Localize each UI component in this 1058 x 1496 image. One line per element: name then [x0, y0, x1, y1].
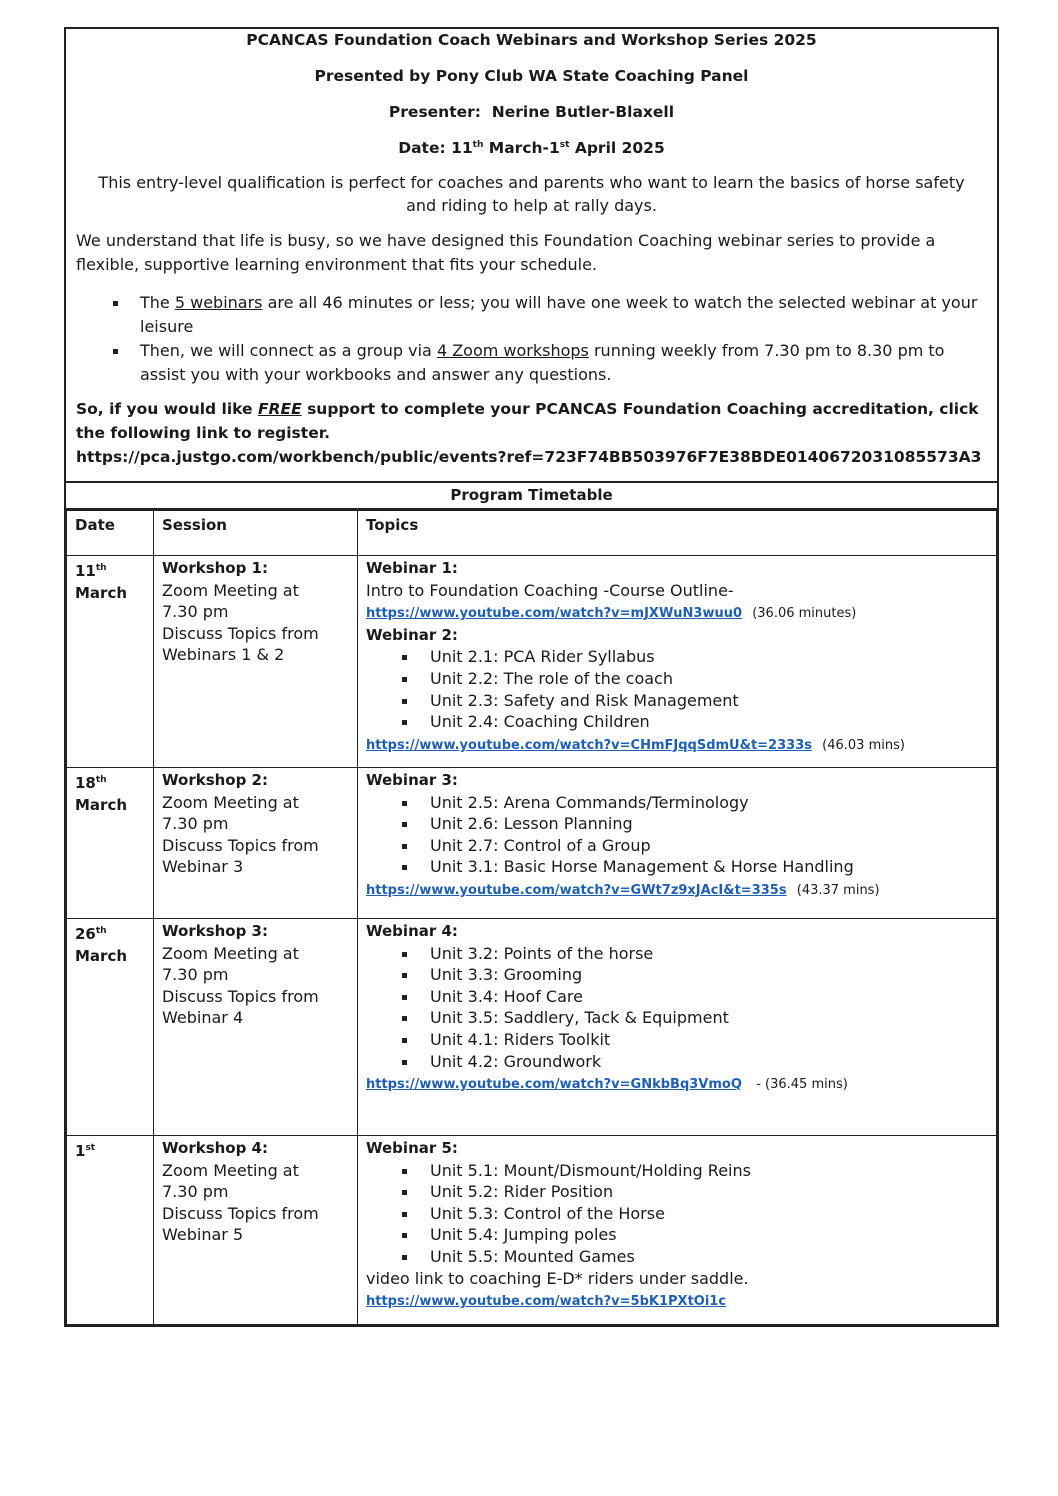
- bullet-square-icon: [402, 699, 407, 704]
- col-session-header: Session: [154, 511, 358, 556]
- date-line: [76, 139, 987, 157]
- webinar-title: Webinar 1:: [366, 559, 458, 577]
- date-cell: [67, 556, 154, 768]
- bullet-square-icon: [402, 1060, 407, 1065]
- unit-label: Unit 5.4: Jumping poles: [430, 1225, 617, 1245]
- unit-label: Unit 2.4: Coaching Children: [430, 712, 650, 732]
- date-start-day: 11: [451, 139, 473, 157]
- list-item: [430, 646, 990, 668]
- bullet-square-icon: [402, 995, 407, 1000]
- webinars-link[interactable]: 5 webinars: [174, 293, 263, 312]
- list-item: [430, 856, 990, 878]
- list-item: [430, 1007, 990, 1029]
- date-month: March: [75, 946, 128, 965]
- youtube-link[interactable]: https://www.youtube.com/watch?v=5bK1PXtOi1c: [366, 1294, 727, 1310]
- workshop-title: Workshop 2:: [162, 771, 268, 789]
- list-item: [430, 813, 990, 835]
- list-item: [430, 711, 990, 733]
- video-link-line: [366, 1072, 990, 1096]
- register-text: support to complete your PCANCAS Foundation Coaching accreditation, click the following link to register.: [76, 400, 979, 442]
- date-value: [75, 1138, 147, 1163]
- unit-list: [366, 1160, 990, 1268]
- date-suffix: th: [95, 563, 107, 573]
- session-cell: [154, 919, 358, 1136]
- session-line: Discuss Topics from: [162, 1203, 319, 1223]
- presented-by: Presented by Pony Club WA State Coaching Panel: [314, 67, 749, 85]
- video-link-line: [366, 601, 990, 625]
- unit-label: Unit 2.6: Lesson Planning: [430, 814, 633, 834]
- bullet-square-icon: [402, 865, 407, 870]
- date-suffix: th: [95, 926, 107, 936]
- info-bullets: [76, 291, 987, 387]
- table-row: [67, 919, 997, 1136]
- date-day: 11: [75, 562, 96, 580]
- unit-label: Unit 3.4: Hoof Care: [430, 986, 583, 1006]
- unit-list: [366, 646, 990, 732]
- unit-label: Unit 3.5: Saddlery, Tack & Equipment: [430, 1008, 729, 1028]
- session-cell: [154, 1136, 358, 1325]
- unit-label: Unit 2.7: Control of a Group: [430, 835, 651, 855]
- youtube-link[interactable]: https://www.youtube.com/watch?v=mJXWuN3wuu0: [366, 606, 743, 622]
- webinar-title: Webinar 2:: [366, 625, 458, 644]
- timetable-table: [66, 510, 997, 1325]
- unit-label: Unit 3.3: Grooming: [430, 965, 583, 985]
- list-item: [430, 835, 990, 857]
- date-day: 26: [75, 925, 96, 943]
- date-day: 18: [75, 774, 96, 792]
- bullet-text: running weekly from 7.30 pm to 8.30 pm to assist you with your workbooks and answer any questions.: [140, 341, 945, 384]
- register-block: [76, 397, 987, 469]
- list-item: [430, 690, 990, 712]
- bullet-square-icon: [402, 1212, 407, 1217]
- webinar-description: Intro to Foundation Coaching -Course Outline-: [366, 580, 734, 600]
- bullet-square-icon: [402, 844, 407, 849]
- bullet-square-icon: [402, 1233, 407, 1238]
- bullet-square-icon: [402, 720, 407, 725]
- session-line: Zoom Meeting at: [162, 580, 299, 600]
- session-line: Webinar 4: [162, 1008, 244, 1028]
- session-line: 7.30 pm: [162, 1182, 229, 1202]
- bullet-square-icon: [402, 1016, 407, 1021]
- unit-label: Unit 3.2: Points of the horse: [430, 943, 654, 963]
- date-month: March: [75, 583, 128, 602]
- date-cell: [67, 919, 154, 1136]
- list-item: [430, 943, 990, 965]
- bullet-text: are all 46 minutes or less; you will have one week to watch the selected webinar at your leisure: [140, 293, 978, 336]
- webinar-title: Webinar 3:: [366, 771, 458, 789]
- topics-cell: [358, 1136, 997, 1325]
- youtube-link[interactable]: https://www.youtube.com/watch?v=CHmFJqqSdmU&t=2333s: [366, 737, 812, 753]
- bullet-square-icon: [402, 952, 407, 957]
- session-line: 7.30 pm: [162, 965, 229, 985]
- bullet-square-icon: [402, 677, 407, 682]
- unit-label: Unit 2.2: The role of the coach: [430, 668, 673, 688]
- session-line: Webinar 3: [162, 857, 244, 877]
- list-item: [430, 1203, 990, 1225]
- date-end-suffix: st: [559, 139, 570, 150]
- presenter-label: Presenter:: [388, 103, 481, 121]
- bullet-square-icon: [113, 349, 118, 354]
- list-item: [430, 792, 990, 814]
- date-end-rest: April 2025: [574, 139, 665, 157]
- bullet-square-icon: [402, 655, 407, 660]
- list-item: [430, 964, 990, 986]
- bullet-text: Then, we will connect as a group via: [140, 341, 437, 360]
- workshops-link[interactable]: 4 Zoom workshops: [436, 341, 589, 360]
- session-line: 7.30 pm: [162, 602, 229, 622]
- date-month: March: [75, 795, 128, 814]
- date-value: [75, 921, 147, 946]
- register-url[interactable]: https://pca.justgo.com/workbench/public/events?ref=723F74BB503976F7E38BDE0140672031085573A3: [76, 448, 982, 466]
- date-value: [75, 770, 147, 795]
- workshop-title: Workshop 4:: [162, 1139, 268, 1157]
- bullet-square-icon: [402, 973, 407, 978]
- date-cell: [67, 768, 154, 919]
- session-line: 7.30 pm: [162, 814, 229, 834]
- video-note: video link to coaching E-D* riders under saddle.: [366, 1268, 749, 1288]
- date-suffix: th: [95, 775, 107, 785]
- unit-label: Unit 5.3: Control of the Horse: [430, 1203, 665, 1223]
- unit-label: Unit 4.2: Groundwork: [430, 1051, 602, 1071]
- youtube-link[interactable]: https://www.youtube.com/watch?v=GNkbBq3VmoQ: [366, 1077, 742, 1093]
- topics-cell: [358, 556, 997, 768]
- unit-label: Unit 2.3: Safety and Risk Management: [430, 690, 739, 710]
- intro-text: This entry-level qualification is perfect for coaches and parents who want to learn the basics of horse safety and riding to help at rally days.: [98, 173, 965, 215]
- list-item: [430, 1181, 990, 1203]
- list-item: [430, 1051, 990, 1073]
- video-link-line: [366, 1289, 990, 1313]
- bullet-square-icon: [113, 301, 118, 306]
- bullet-workshops: [140, 339, 987, 387]
- duration-label: (46.03 mins): [822, 737, 905, 753]
- youtube-link[interactable]: https://www.youtube.com/watch?v=GWt7z9xJAcI&t=335s: [366, 882, 787, 898]
- table-header-row: [67, 511, 997, 556]
- timetable-title: Program Timetable: [66, 483, 997, 510]
- session-line: Discuss Topics from: [162, 986, 319, 1006]
- workshop-title: Workshop 3:: [162, 922, 268, 940]
- webinar-title: Webinar 5:: [366, 1139, 458, 1157]
- presenter-name: Nerine Butler-Blaxell: [491, 103, 675, 121]
- unit-label: Unit 2.1: PCA Rider Syllabus: [430, 647, 655, 667]
- list-item: [430, 1029, 990, 1051]
- header-section: [66, 29, 997, 477]
- series-title: PCANCAS Foundation Coach Webinars and Workshop Series 2025: [246, 31, 817, 49]
- unit-label: Unit 5.5: Mounted Games: [430, 1246, 635, 1266]
- unit-label: Unit 4.1: Riders Toolkit: [430, 1029, 611, 1049]
- duration-label: (36.06 minutes): [752, 606, 857, 622]
- table-row: [67, 556, 997, 768]
- topics-cell: [358, 919, 997, 1136]
- list-item: [430, 668, 990, 690]
- date-suffix: st: [85, 1143, 96, 1153]
- list-item: [430, 1246, 990, 1268]
- date-cell: [67, 1136, 154, 1325]
- session-line: Discuss Topics from: [162, 623, 319, 643]
- unit-list: [366, 792, 990, 878]
- bullet-webinars: [140, 291, 987, 339]
- workshop-title: Workshop 1:: [162, 559, 268, 577]
- topics-cell: [358, 768, 997, 919]
- session-line: Zoom Meeting at: [162, 792, 299, 812]
- unit-label: Unit 5.1: Mount/Dismount/Holding Reins: [430, 1160, 751, 1180]
- bullet-square-icon: [402, 801, 407, 806]
- date-value: [75, 558, 147, 583]
- bullet-square-icon: [402, 1190, 407, 1195]
- date-start-month: March-1: [488, 139, 560, 157]
- session-line: Webinars 1 & 2: [162, 645, 285, 665]
- document-frame: [64, 27, 999, 1327]
- register-text: So, if you would like: [76, 400, 258, 418]
- session-line: Zoom Meeting at: [162, 1160, 299, 1180]
- session-cell: [154, 768, 358, 919]
- session-line: Zoom Meeting at: [162, 943, 299, 963]
- date-day: 1: [75, 1142, 86, 1160]
- video-link-line: [366, 733, 990, 757]
- unit-label: Unit 3.1: Basic Horse Management & Horse Handling: [430, 857, 854, 877]
- free-emphasis: FREE: [257, 400, 302, 418]
- list-item: [430, 1224, 990, 1246]
- table-row: [67, 1136, 997, 1325]
- list-item: [430, 986, 990, 1008]
- video-link-line: [366, 878, 990, 902]
- bullet-square-icon: [402, 1255, 407, 1260]
- duration-label: (43.37 mins): [796, 882, 880, 898]
- list-item: [430, 1160, 990, 1182]
- duration-label: - (36.45 mins): [752, 1077, 848, 1093]
- unit-label: Unit 5.2: Rider Position: [430, 1182, 614, 1202]
- col-topics-header: Topics: [358, 511, 997, 556]
- schedule-paragraph: We understand that life is busy, so we have designed this Foundation Coaching webinar series to provide a flexible, supportive learning environment that fits your schedule.: [76, 231, 936, 274]
- session-cell: [154, 556, 358, 768]
- date-label: Date:: [398, 139, 446, 157]
- bullet-square-icon: [402, 1169, 407, 1174]
- session-line: Discuss Topics from: [162, 835, 319, 855]
- unit-list: [366, 943, 990, 1073]
- unit-label: Unit 2.5: Arena Commands/Terminology: [430, 792, 749, 812]
- col-date-header: Date: [67, 511, 154, 556]
- webinar-title: Webinar 4:: [366, 922, 458, 940]
- table-row: [67, 768, 997, 919]
- bullet-text: The: [140, 293, 175, 312]
- presenter-line: [76, 103, 987, 121]
- session-line: Webinar 5: [162, 1225, 244, 1245]
- date-start-suffix: th: [472, 139, 484, 150]
- bullet-square-icon: [402, 822, 407, 827]
- bullet-square-icon: [402, 1038, 407, 1043]
